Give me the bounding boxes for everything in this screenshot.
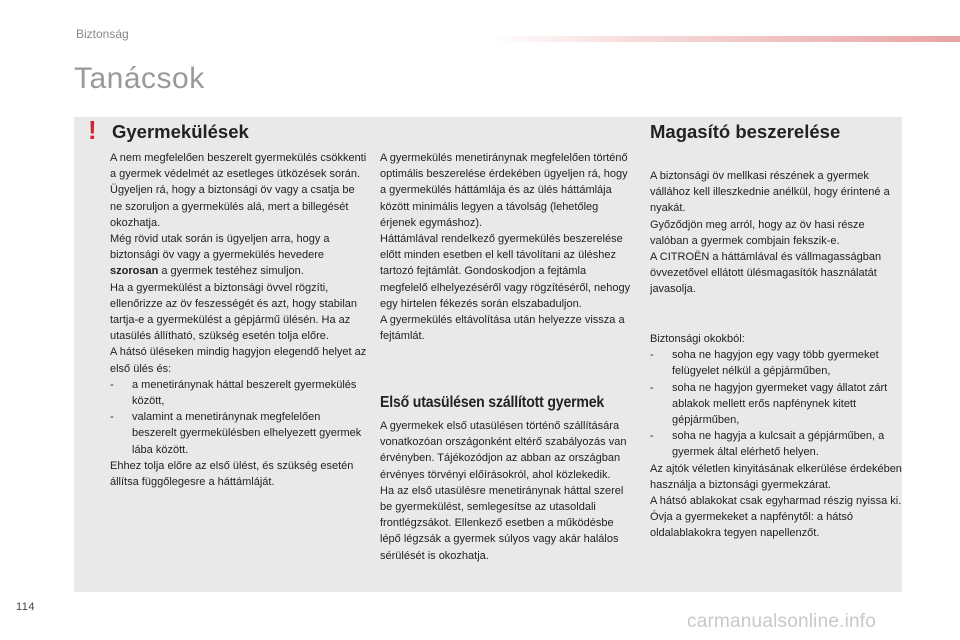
page-title: Tanácsok [74, 62, 205, 95]
paragraph: A biztonsági öv mellkasi részének a gyermek vállához kell illeszkednie anélkül, hogy érintené a nyakát. [650, 170, 890, 215]
text-run: Még rövid utak során is ügyeljen arra, hogy a biztonsági öv vagy a gyermekülés hevedere [110, 233, 330, 262]
text-run: a gyermek testéhez simuljon. [158, 265, 304, 278]
paragraph: A gyermekülés menetiránynak megfelelően történő optimális beszerelése érdekében ügyeljen rá, hogy a gyermekülés háttámlája és az ülés háttámlája között minimális legyen a távolság (lehetőleg érjenek egymáshoz). [380, 152, 628, 229]
watermark: carmanualsonline.info [687, 611, 877, 632]
list-item: - soha ne hagyjon egy vagy több gyermeket felügyelet nélkül a gépjárműben, [650, 347, 902, 379]
paragraph [110, 231, 368, 280]
paragraph: Biztonsági okokból: [650, 333, 745, 345]
page-number: 114 [16, 601, 36, 613]
child-seats-column-1 [110, 150, 368, 490]
paragraph: Ügyeljen rá, hogy a biztonsági öv vagy a csatja be ne szoruljon a gyermekülés alá, mert a billegését okozhatja. [110, 184, 355, 229]
section-label: Biztonság [76, 27, 129, 41]
list-item: - valamint a menetiránynak megfelelően beszerelt gyermekülésben elhelyezett gyermek lába között. [110, 409, 368, 458]
child-seats-heading: Gyermekülések [112, 121, 249, 142]
paragraph: Ha az első utasülésre menetiránynak háttal szerel be gyermekülést, semlegesítse az utasoldali frontlégzsákot. Ellenkező esetben a működésbe lépő légzsák a gyermek súlyos vagy akár halálos sérülését is okozhatja. [380, 484, 624, 562]
paragraph: Ha a gyermekülést a biztonsági övvel rögzíti, ellenőrizze az öv feszességét és azt, hogy stabilan tartja-e a gyermekülést a gépjármű ülésén. Ha az utasülés állítható, szükség esetén tolja előre. [110, 281, 358, 343]
paragraph: Győződjön meg arról, hogy az öv hasi része valóban a gyermek combjain fekszik-e. [650, 218, 865, 247]
paragraph: A hátsó üléseken mindig hagyjon elegendő helyet az első ülés és: [110, 346, 367, 375]
child-seats-column-2 [380, 150, 634, 344]
paragraph: A CITROËN a háttámlával és vállmagasságban övvezetővel ellátott ülésmagasítók használatát javasolja. [650, 251, 882, 296]
exclamation-icon: ! [88, 115, 97, 145]
paragraph: A hátsó ablakokat csak egyharmad részig nyissa ki. [650, 495, 902, 508]
paragraph: Ehhez tolja előre az első ülést, és szükség esetén állítsa függőlegesre a háttámláját. [110, 459, 354, 489]
safety-text [650, 331, 902, 542]
front-seat-text [380, 418, 634, 564]
bold-text: szorosan [110, 265, 159, 278]
list-item: - soha ne hagyja a kulcsait a gépjárműben, a gyermek által elérhető helyen. [650, 428, 902, 460]
paragraph: A nem megfelelően beszerelt gyermekülés csökkenti a gyermek védelmét az esetleges ütközések során. [110, 152, 367, 181]
paragraph: Óvja a gyermekeket a napfénytől: a hátsó oldalablakokra tegyen napellenzőt. [650, 511, 854, 540]
paragraph: A gyermekülés eltávolítása után helyezze vissza a fejtámlát. [380, 314, 625, 343]
booster-heading: Magasító beszerelése [650, 121, 841, 142]
header-rule [490, 36, 960, 42]
list-item: - soha ne hagyjon gyermeket vagy állatot zárt ablakok mellett erős napfénynek kitett gépjárműben, [650, 380, 902, 429]
paragraph: Háttámlával rendelkező gyermekülés beszerelése előtt minden esetben el kell távolítani az üléshez tartozó fejtámlát. Gondoskodjon a fejtámla megfelelő elhelyezéséről vagy rögzítéséről, nehogy egy hirtelen fékezés során elszabaduljon. [380, 233, 631, 310]
paragraph: A gyermekek első utasülésen történő szállítására vonatkozóan országonként eltérő szabályozás van érvényben. Tájékozódjon az abban az országban érvényes törvényi előírásokról, ahol közlekedik. [380, 420, 627, 481]
booster-text [650, 168, 902, 298]
paragraph: Az ajtók véletlen kinyitásának elkerülése érdekében használja a biztonsági gyermekzárat. [650, 462, 902, 491]
front-seat-heading: Első utasülésen szállított gyermek [380, 394, 605, 411]
list-item: - a menetiránynak háttal beszerelt gyermekülés között, [110, 377, 368, 409]
